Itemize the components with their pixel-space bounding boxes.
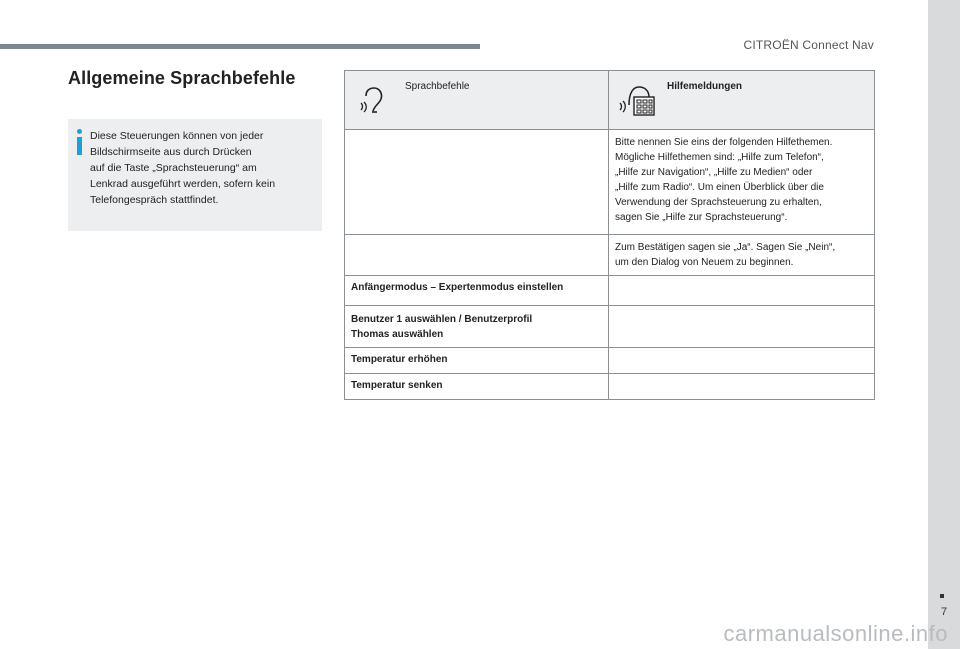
header-label-commands: Sprachbefehle bbox=[405, 81, 470, 92]
info-box bbox=[68, 119, 322, 231]
voice-commands-table bbox=[344, 70, 875, 400]
help-message-icon bbox=[617, 83, 657, 119]
help-cell bbox=[609, 348, 875, 374]
help-cell bbox=[609, 276, 875, 306]
table-header-row bbox=[345, 71, 875, 130]
table-row bbox=[345, 348, 875, 374]
command-cell: Temperatur erhöhen bbox=[345, 348, 609, 374]
header-label-help: Hilfemeldungen bbox=[667, 81, 743, 92]
voice-command-icon bbox=[359, 85, 389, 115]
info-text: Diese Steuerungen können von jeder Bildschirmseite aus durch Drücken auf die Taste „Sprachsteuerung“ am Lenkrad ausgeführt werden, sofern kein Telefongespräch stattfindet. bbox=[90, 130, 276, 206]
header-title: CITROËN Connect Nav bbox=[743, 38, 874, 52]
page-edge-strip bbox=[928, 0, 960, 649]
table-row bbox=[345, 235, 875, 276]
command-cell: Temperatur senken bbox=[345, 374, 609, 400]
page-number: 7 bbox=[940, 606, 948, 618]
help-cell: Bitte nennen Sie eins der folgenden Hilfethemen. Mögliche Hilfethemen sind: „Hilfe zum Telefon“, „Hilfe zur Navigation“, „Hilfe zu Medien“ oder „Hilfe zum Radio“. Um einen Überblick über die Verwendung der Sprachsteuerung zu erhalten, sagen Sie „Hilfe zur Sprachsteuerung“. bbox=[609, 130, 875, 235]
header-rule bbox=[0, 44, 480, 49]
table-row bbox=[345, 276, 875, 306]
table-row bbox=[345, 130, 875, 235]
command-cell bbox=[345, 130, 609, 235]
info-icon bbox=[77, 129, 82, 155]
header-cell-commands bbox=[345, 71, 609, 130]
command-cell bbox=[345, 235, 609, 276]
help-cell bbox=[609, 374, 875, 400]
page-marker bbox=[940, 594, 944, 598]
header-cell-help bbox=[609, 71, 875, 130]
command-cell: Anfängermodus – Expertenmodus einstellen bbox=[345, 276, 609, 306]
command-cell: Benutzer 1 auswählen / Benutzerprofil Thomas auswählen bbox=[345, 306, 609, 348]
section-title: Allgemeine Sprachbefehle bbox=[68, 68, 296, 88]
watermark: carmanualsonline.info bbox=[723, 621, 948, 646]
table-row bbox=[345, 374, 875, 400]
table-row bbox=[345, 306, 875, 348]
help-cell: Zum Bestätigen sagen sie „Ja“. Sagen Sie „Nein“, um den Dialog von Neuem zu beginnen. bbox=[609, 235, 875, 276]
help-cell bbox=[609, 306, 875, 348]
